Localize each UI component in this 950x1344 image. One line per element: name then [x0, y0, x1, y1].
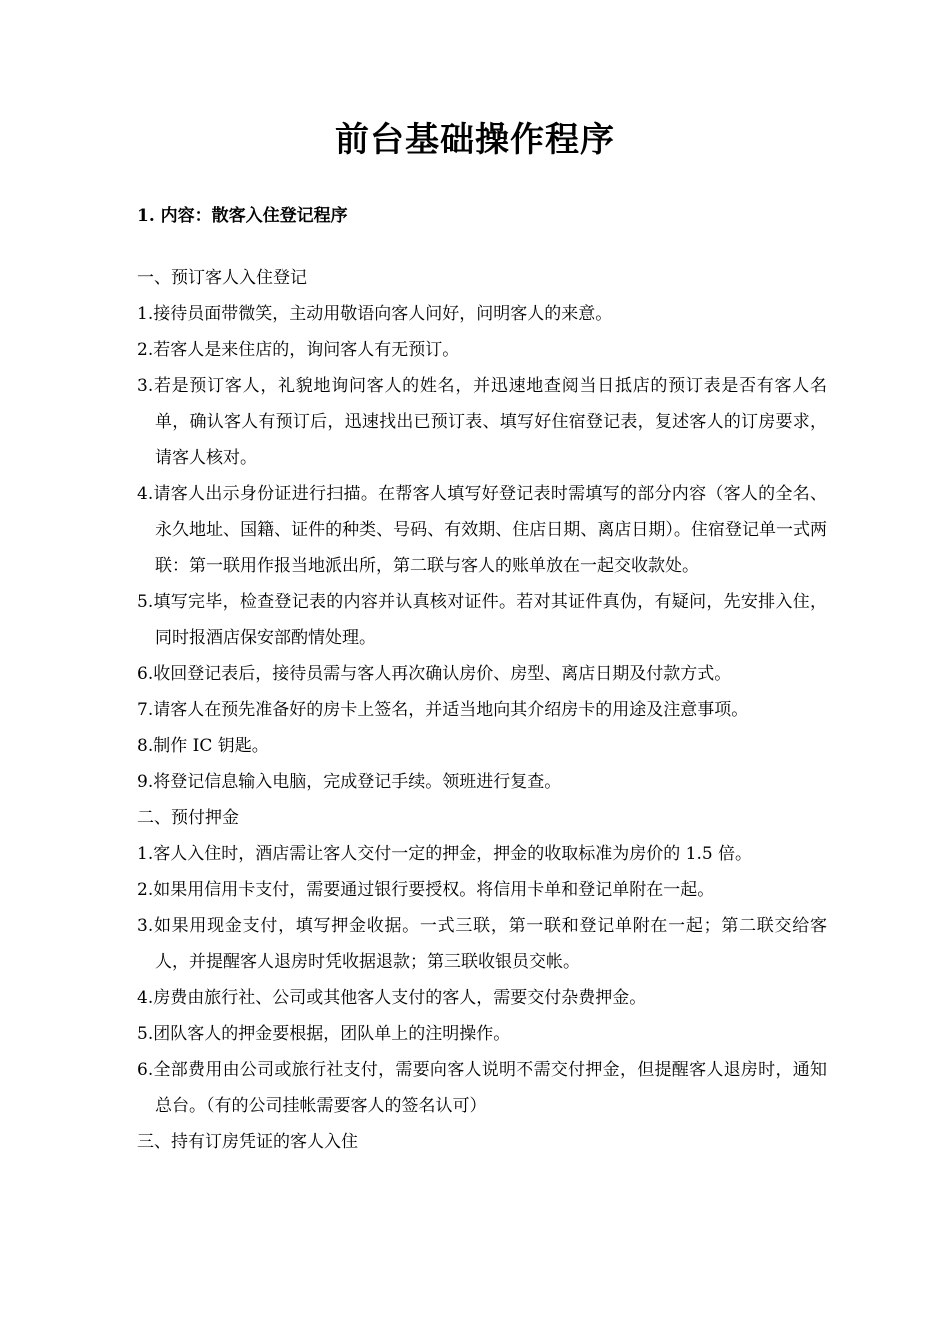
list-item: 5.填写完毕，检查登记表的内容并认真核对证件。若对其证件真伪，有疑问，先安排入住，同时报酒店保安部酌情处理。 [137, 592, 827, 648]
list-item: 6.收回登记表后，接待员需与客人再次确认房价、房型、离店日期及付款方式。 [137, 664, 732, 684]
list-item: 9.将登记信息输入电脑，完成登记手续。领班进行复查。 [137, 772, 562, 792]
list-item: 1.接待员面带微笑，主动用敬语向客人问好，问明客人的来意。 [137, 304, 613, 324]
content-subtitle: 1. 内容：散客入住登记程序 [137, 206, 348, 226]
section-1 [137, 260, 827, 800]
list-item: 6.全部费用由公司或旅行社支付，需要向客人说明不需交付押金，但提醒客人退房时，通知总台。（有的公司挂帐需要客人的签名认可） [137, 1060, 827, 1116]
section-heading: 一、预订客人入住登记 [137, 268, 307, 288]
list-item: 4.请客人出示身份证进行扫描。在帮客人填写好登记表时需填写的部分内容（客人的全名、永久地址、国籍、证件的种类、号码、有效期、住店日期、离店日期）。住宿登记单一式两联：第一联用作报当地派出所，第二联与客人的账单放在一起交收款处。 [137, 484, 827, 576]
list-item: 1.客人入住时，酒店需让客人交付一定的押金，押金的收取标准为房价的 1.5 倍。 [137, 844, 753, 864]
list-item: 3.若是预订客人，礼貌地询问客人的姓名，并迅速地查阅当日抵店的预订表是否有客人名单，确认客人有预订后，迅速找出已预订表、填写好住宿登记表，复述客人的订房要求，请客人核对。 [137, 376, 827, 468]
list-item: 2.如果用信用卡支付，需要通过银行要授权。将信用卡单和登记单附在一起。 [137, 880, 715, 900]
list-item: 8.制作 IC 钥匙。 [137, 736, 269, 756]
list-item: 5.团队客人的押金要根据，团队单上的注明操作。 [137, 1024, 511, 1044]
section-2 [137, 800, 827, 1124]
list-item: 7.请客人在预先准备好的房卡上签名，并适当地向其介绍房卡的用途及注意事项。 [137, 700, 749, 720]
list-item: 4.房费由旅行社、公司或其他客人支付的客人，需要交付杂费押金。 [137, 988, 647, 1008]
document-title: 前台基础操作程序 [335, 120, 615, 160]
document-body [137, 260, 827, 1160]
section-3 [137, 1124, 827, 1160]
section-heading: 三、持有订房凭证的客人入住 [137, 1132, 358, 1152]
list-item: 3.如果用现金支付，填写押金收据。一式三联，第一联和登记单附在一起；第二联交给客人，并提醒客人退房时凭收据退款；第三联收银员交帐。 [137, 916, 827, 972]
section-heading: 二、预付押金 [137, 808, 239, 828]
list-item: 2.若客人是来住店的，询问客人有无预订。 [137, 340, 460, 360]
